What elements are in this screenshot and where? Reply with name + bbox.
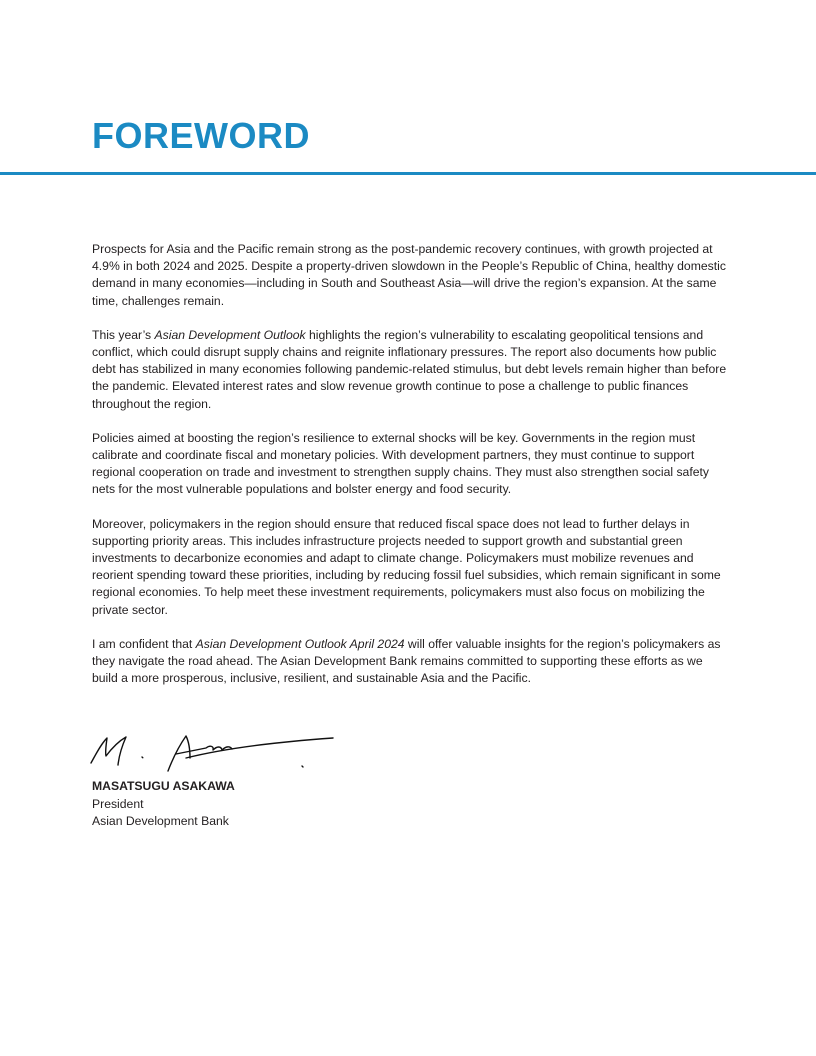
paragraph-3-text: Policies aimed at boosting the region’s resilience to external shocks will be key. Governments in the region must calibrate and coordinate fiscal and monetary policies. With development partners, they must continue to support regional cooperation on trade and investment to strengthen supply chains. They must also strengthen social safety nets for the most vulnerable populations and bolster energy and food security.	[92, 430, 709, 497]
paragraph-2-text-end: highlights the region’s vulnerability to escalating geopolitical tensions and conflict, which could disrupt supply chains and reignite inflationary pressures. The report also documents how public debt has stabilized in many economies following pandemic-related stimulus, but debt levels remain higher than before the pandemic. Elevated interest rates and slow revenue growth continue to pose a challenge to public finances throughout the region.	[92, 327, 727, 411]
publication-title-italic: Asian Development Outlook April 2024	[195, 636, 405, 651]
paragraph-3	[92, 430, 728, 499]
foreword-body	[92, 241, 728, 704]
handwritten-signature-icon	[86, 728, 338, 774]
signer-name: MASATSUGU ASAKAWA	[92, 779, 235, 793]
page-title: FOREWORD	[92, 115, 310, 156]
signer-block	[92, 778, 235, 831]
signer-title: President	[92, 796, 144, 811]
paragraph-4	[92, 516, 728, 619]
paragraph-4-text: Moreover, policymakers in the region should ensure that reduced fiscal space does not lead to further delays in supporting priority areas. This includes infrastructure projects needed to support growth and substantial green investments to decarbonize economies and adapt to climate change. Policymakers must mobilize revenues and reorient spending toward these priorities, including by reducing fossil fuel subsidies, which remain significant in some regional economies. To help meet these investment requirements, policymakers must also focus on mobilizing the private sector.	[92, 516, 721, 617]
paragraph-5-text: I am confident that	[92, 636, 196, 651]
title-divider	[0, 172, 816, 175]
paragraph-5-text-end: will offer valuable insights for the region’s policymakers as they navigate the road ahead. The Asian Development Bank remains committed to supporting these efforts as we build a more prosperous, inclusive, resilient, and sustainable Asia and the Pacific.	[92, 636, 721, 686]
paragraph-2	[92, 327, 728, 413]
paragraph-1-text: Prospects for Asia and the Pacific remain strong as the post-pandemic recovery continues, with growth projected at 4.9% in both 2024 and 2025. Despite a property-driven slowdown in the People’s Republic of China, healthy domestic demand in many economies—including in South and Southeast Asia—will drive the region’s expansion. At the same time, challenges remain.	[92, 242, 726, 308]
paragraph-2-text: This year’s	[92, 327, 155, 342]
publication-title-italic: Asian Development Outlook	[154, 327, 306, 342]
paragraph-1	[92, 241, 728, 310]
paragraph-5	[92, 636, 728, 688]
signer-organization: Asian Development Bank	[92, 814, 229, 828]
